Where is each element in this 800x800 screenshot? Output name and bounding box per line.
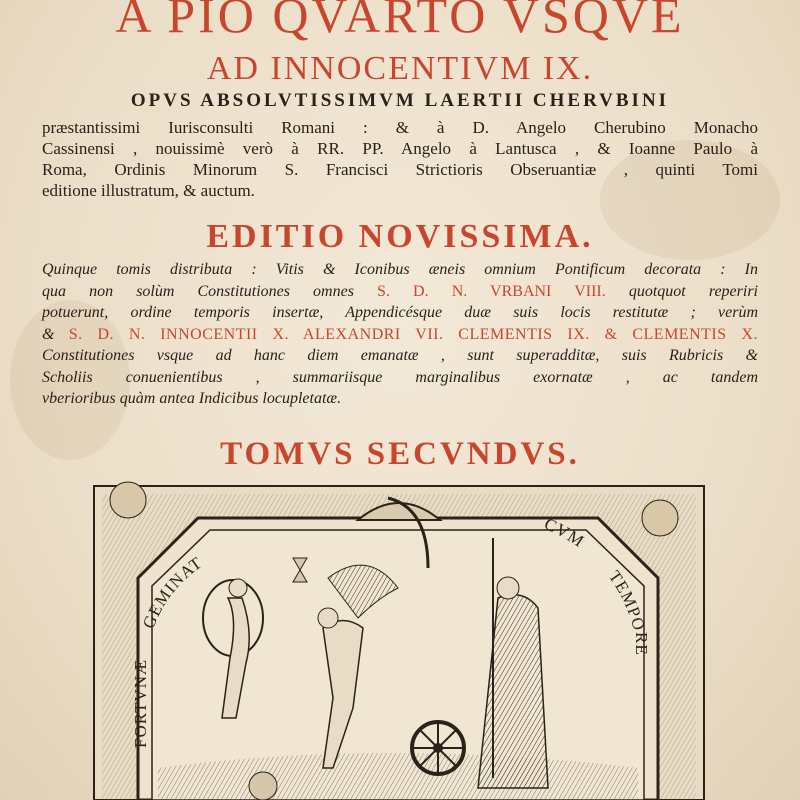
paragraph-2-line: Scholiis conuenientibus , summariisque marginalibus exornatæ , ac tandem — [42, 368, 758, 386]
title-line-2: AD INNOCENTIVM IX. — [206, 50, 594, 87]
urban-name: S. D. N. VRBANI VIII. — [377, 282, 606, 300]
minerva-head — [497, 577, 519, 599]
motto-word: CVM — [541, 514, 588, 552]
motto-word: FORTVNÆ — [131, 658, 150, 748]
motto-word: TEMPORE — [604, 567, 651, 656]
paragraph-2-line: vberioribus quàm antea Indicibus locupletatæ. — [42, 390, 342, 407]
paragraph-1-line: Cassinensi , nouissimè verò à RR. PP. Angelo à Lantusca , & Ioanne Paulo à — [42, 139, 758, 158]
paragraph-2-line — [42, 281, 758, 303]
paragraph-1-line: editione illustratum, & auctum. — [42, 181, 255, 200]
cherub-right — [642, 500, 678, 536]
title-line-3: OPVS ABSOLVTISSIMVM LAERTII CHERVBINI — [130, 90, 670, 111]
paragraph-2-line: potuerunt, ordine temporis insertæ, Appendicésque duæ suis locis restitutæ ; verùm — [42, 304, 758, 321]
globe — [249, 772, 277, 800]
text-run: quotquot reperiri — [605, 282, 758, 300]
paragraph-2-line: Quinque tomis distributa : Vitis & Iconibus æneis omnium Pontificum decorata : In — [42, 261, 758, 278]
paragraph-2-line — [42, 324, 758, 346]
paragraph-1 — [42, 117, 758, 201]
paragraph-1-line: præstantissimi Iurisconsulti Romani : & à D. Angelo Cherubino Monacho — [42, 118, 758, 137]
fortuna-head — [229, 579, 247, 597]
popes-names: S. D. N. INNOCENTII X. ALEXANDRI VII. CLEMENTIS IX. & CLEMENTIS X. — [68, 325, 758, 343]
time-head — [318, 608, 338, 628]
volume-heading: TOMVS SECVNDVS. — [220, 436, 580, 472]
paragraph-1-line: Roma, Ordinis Minorum S. Francisci Strictioris Obseruantiæ , quinti Tomi — [42, 160, 758, 179]
motto-word: GEMINAT — [138, 552, 206, 632]
engraving-illustration — [88, 478, 710, 800]
paragraph-2 — [42, 259, 758, 410]
text-run: qua non solùm Constitutiones omnes — [42, 282, 378, 300]
title-line-1: A PIO QVARTO VSQVE — [115, 0, 685, 43]
cherub-left — [110, 482, 146, 518]
edition-heading: EDITIO NOVISSIMA. — [206, 218, 594, 255]
text-run: & — [42, 325, 69, 343]
paragraph-2-line: Constitutiones vsque ad hanc diem emanatæ , sunt superadditæ, suis Rubricis & — [42, 347, 758, 364]
